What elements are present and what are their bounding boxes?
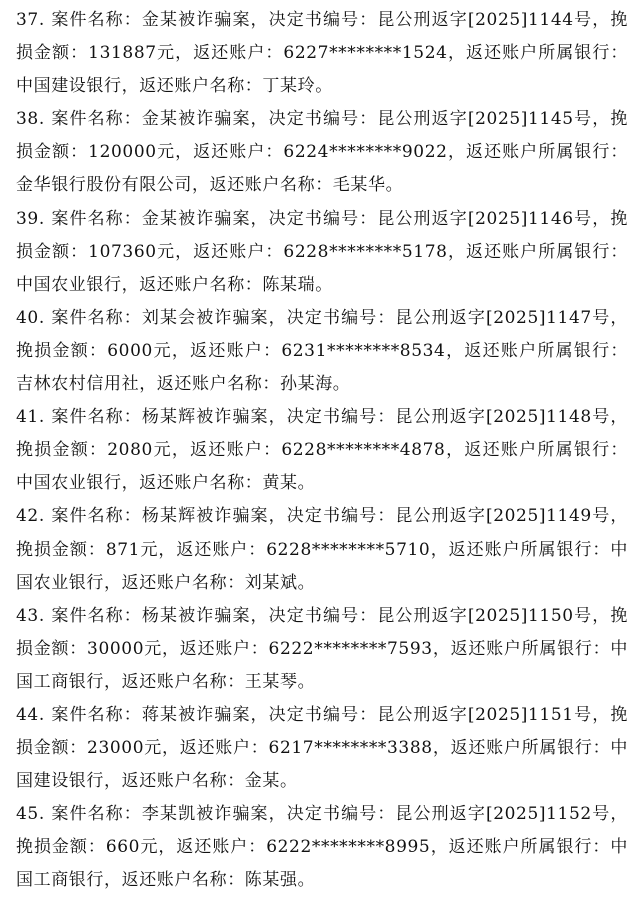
case-entry-44: 44. 案件名称：蒋某被诈骗案，决定书编号：昆公刑返字[2025]1151号，挽损金额：23000元，返还账户：6217********3388，返还账户所属银行：中国建设银行，返还账户名称：金某。 [16,704,628,792]
case-entry-40: 40. 案件名称：刘某会被诈骗案，决定书编号：昆公刑返字[2025]1147号，挽损金额：6000元，返还账户：6231********8534，返还账户所属银行：吉林农村信用社，返还账户名称：孙某海。 [16,307,628,395]
case-entry-39: 39. 案件名称：金某被诈骗案，决定书编号：昆公刑返字[2025]1146号，挽损金额：107360元，返还账户：6228********5178，返还账户所属银行：中国农业银行，返还账户名称：陈某瑞。 [16,208,628,295]
case-entry-41: 41. 案件名称：杨某辉被诈骗案，决定书编号：昆公刑返字[2025]1148号，挽损金额：2080元，返还账户：6228********4878，返还账户所属银行：中国农业银行，返还账户名称：黄某。 [16,407,628,494]
case-entry-43: 43. 案件名称：杨某被诈骗案，决定书编号：昆公刑返字[2025]1150号，挽损金额：30000元，返还账户：6222********7593，返还账户所属银行：中国工商银行，返还账户名称：王某琴。 [16,605,628,692]
case-entry-37: 37. 案件名称：金某被诈骗案，决定书编号：昆公刑返字[2025]1144号，挽损金额：131887元，返还账户：6227********1524，返还账户所属银行：中国建设银行，返还账户名称：丁某玲。 [16,10,628,97]
case-entry-45: 45. 案件名称：李某凯被诈骗案，决定书编号：昆公刑返字[2025]1152号，挽损金额：660元，返还账户：6222********8995，返还账户所属银行：中国工商银行，返还账户名称：陈某强。 [16,804,628,891]
case-entry-38: 38. 案件名称：金某被诈骗案，决定书编号：昆公刑返字[2025]1145号，挽损金额：120000元，返还账户：6224********9022，返还账户所属银行：金华银行股份有限公司，返还账户名称：毛某华。 [16,109,628,196]
case-entry-42: 42. 案件名称：杨某辉被诈骗案，决定书编号：昆公刑返字[2025]1149号，挽损金额：871元，返还账户：6228********5710，返还账户所属银行：中国农业银行，返还账户名称：刘某斌。 [16,506,628,593]
